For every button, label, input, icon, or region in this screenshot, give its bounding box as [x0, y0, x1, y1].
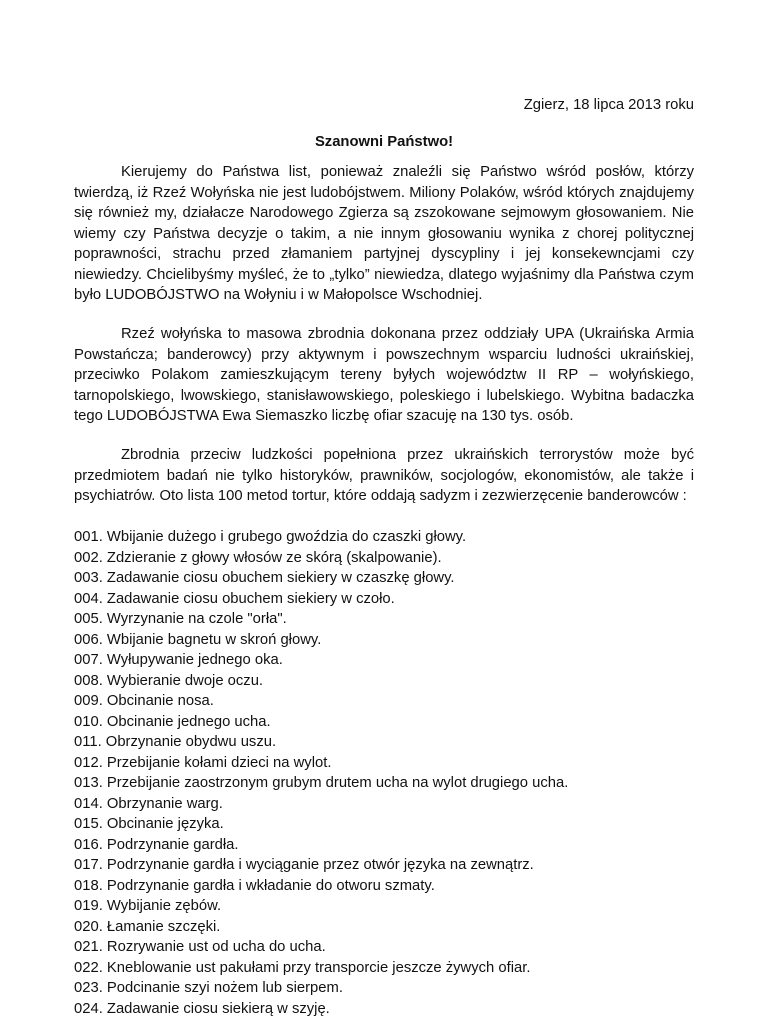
list-item: 016. Podrzynanie gardła. — [74, 835, 714, 856]
list-item: 024. Zadawanie ciosu siekierą w szyję. — [74, 999, 714, 1019]
list-item: 012. Przebijanie kołami dzieci na wylot. — [74, 753, 714, 774]
list-item: 020. Łamanie szczęki. — [74, 917, 714, 938]
list-item: 021. Rozrywanie ust od ucha do ucha. — [74, 937, 714, 958]
torture-methods-list — [74, 527, 714, 1019]
paragraph-intro: Kierujemy do Państwa list, ponieważ znaleźli się Państwo wśród posłów, którzy twierdzą, iż Rzeź Wołyńska nie jest ludobójstwem. Miliony Polaków, wśród których znajdujemy się również my, działacze Narodowego Zgierza są zszokowane sejmowym głosowaniem. Nie wiemy czy Państwa decyzje o takim, a nie innym głosowaniu wynika z chorej politycznej poprawności, strachu przed złamaniem partyjnej dyscypliny i jej konsekewncjami czy niewiedzy. Chcielibyśmy myśleć, że to „tylko” niewiedza, dlatego wyjaśnimy dla Państwa czym było LUDOBÓJSTWO na Wołyniu i w Małopolsce Wschodniej. — [74, 162, 694, 306]
list-item: 009. Obcinanie nosa. — [74, 691, 714, 712]
list-item: 001. Wbijanie dużego i grubego gwoździa do czaszki głowy. — [74, 527, 714, 548]
list-item: 017. Podrzynanie gardła i wyciąganie przez otwór języka na zewnątrz. — [74, 855, 714, 876]
salutation-heading: Szanowni Państwo! — [0, 133, 768, 151]
list-item: 007. Wyłupywanie jednego oka. — [74, 650, 714, 671]
paragraph-list-intro: Zbrodnia przeciw ludzkości popełniona przez ukraińskich terrorystów może być przedmiotem badań nie tylko historyków, prawników, socjologów, ekonomistów, ale także i psychiatrów. Oto lista 100 metod tortur, które oddają sadyzm i zezwierzęcenie banderowców : — [74, 445, 694, 507]
list-item: 006. Wbijanie bagnetu w skroń głowy. — [74, 630, 714, 651]
paragraph-definition: Rzeź wołyńska to masowa zbrodnia dokonana przez oddziały UPA (Ukraińska Armia Powstańcza; banderowcy) przy aktywnym i powszechnym wsparciu ludności ukraińskiej, przeciwko Polakom zamieszkującym tereny byłych województw II RP – wołyńskiego, tarnopolskiego, lwowskiego, stanisławowskiego, poleskiego i lubelskiego. Wybitna badaczka tego LUDOBÓJSTWA Ewa Siemaszko liczbę ofiar szacuję na 130 tys. osób. — [74, 324, 694, 427]
list-item: 005. Wyrzynanie na czole "orła". — [74, 609, 714, 630]
list-item: 011. Obrzynanie obydwu uszu. — [74, 732, 714, 753]
date-line: Zgierz, 18 lipca 2013 roku — [524, 96, 694, 114]
list-item: 002. Zdzieranie z głowy włosów ze skórą (skalpowanie). — [74, 548, 714, 569]
list-item: 010. Obcinanie jednego ucha. — [74, 712, 714, 733]
list-item: 023. Podcinanie szyi nożem lub sierpem. — [74, 978, 714, 999]
list-item: 015. Obcinanie języka. — [74, 814, 714, 835]
list-item: 003. Zadawanie ciosu obuchem siekiery w czaszkę głowy. — [74, 568, 714, 589]
list-item: 004. Zadawanie ciosu obuchem siekiery w czoło. — [74, 589, 714, 610]
list-item: 022. Kneblowanie ust pakułami przy transporcie jeszcze żywych ofiar. — [74, 958, 714, 979]
list-item: 008. Wybieranie dwoje oczu. — [74, 671, 714, 692]
list-item: 013. Przebijanie zaostrzonym grubym drutem ucha na wylot drugiego ucha. — [74, 773, 714, 794]
list-item: 018. Podrzynanie gardła i wkładanie do otworu szmaty. — [74, 876, 714, 897]
list-item: 014. Obrzynanie warg. — [74, 794, 714, 815]
list-item: 019. Wybijanie zębów. — [74, 896, 714, 917]
